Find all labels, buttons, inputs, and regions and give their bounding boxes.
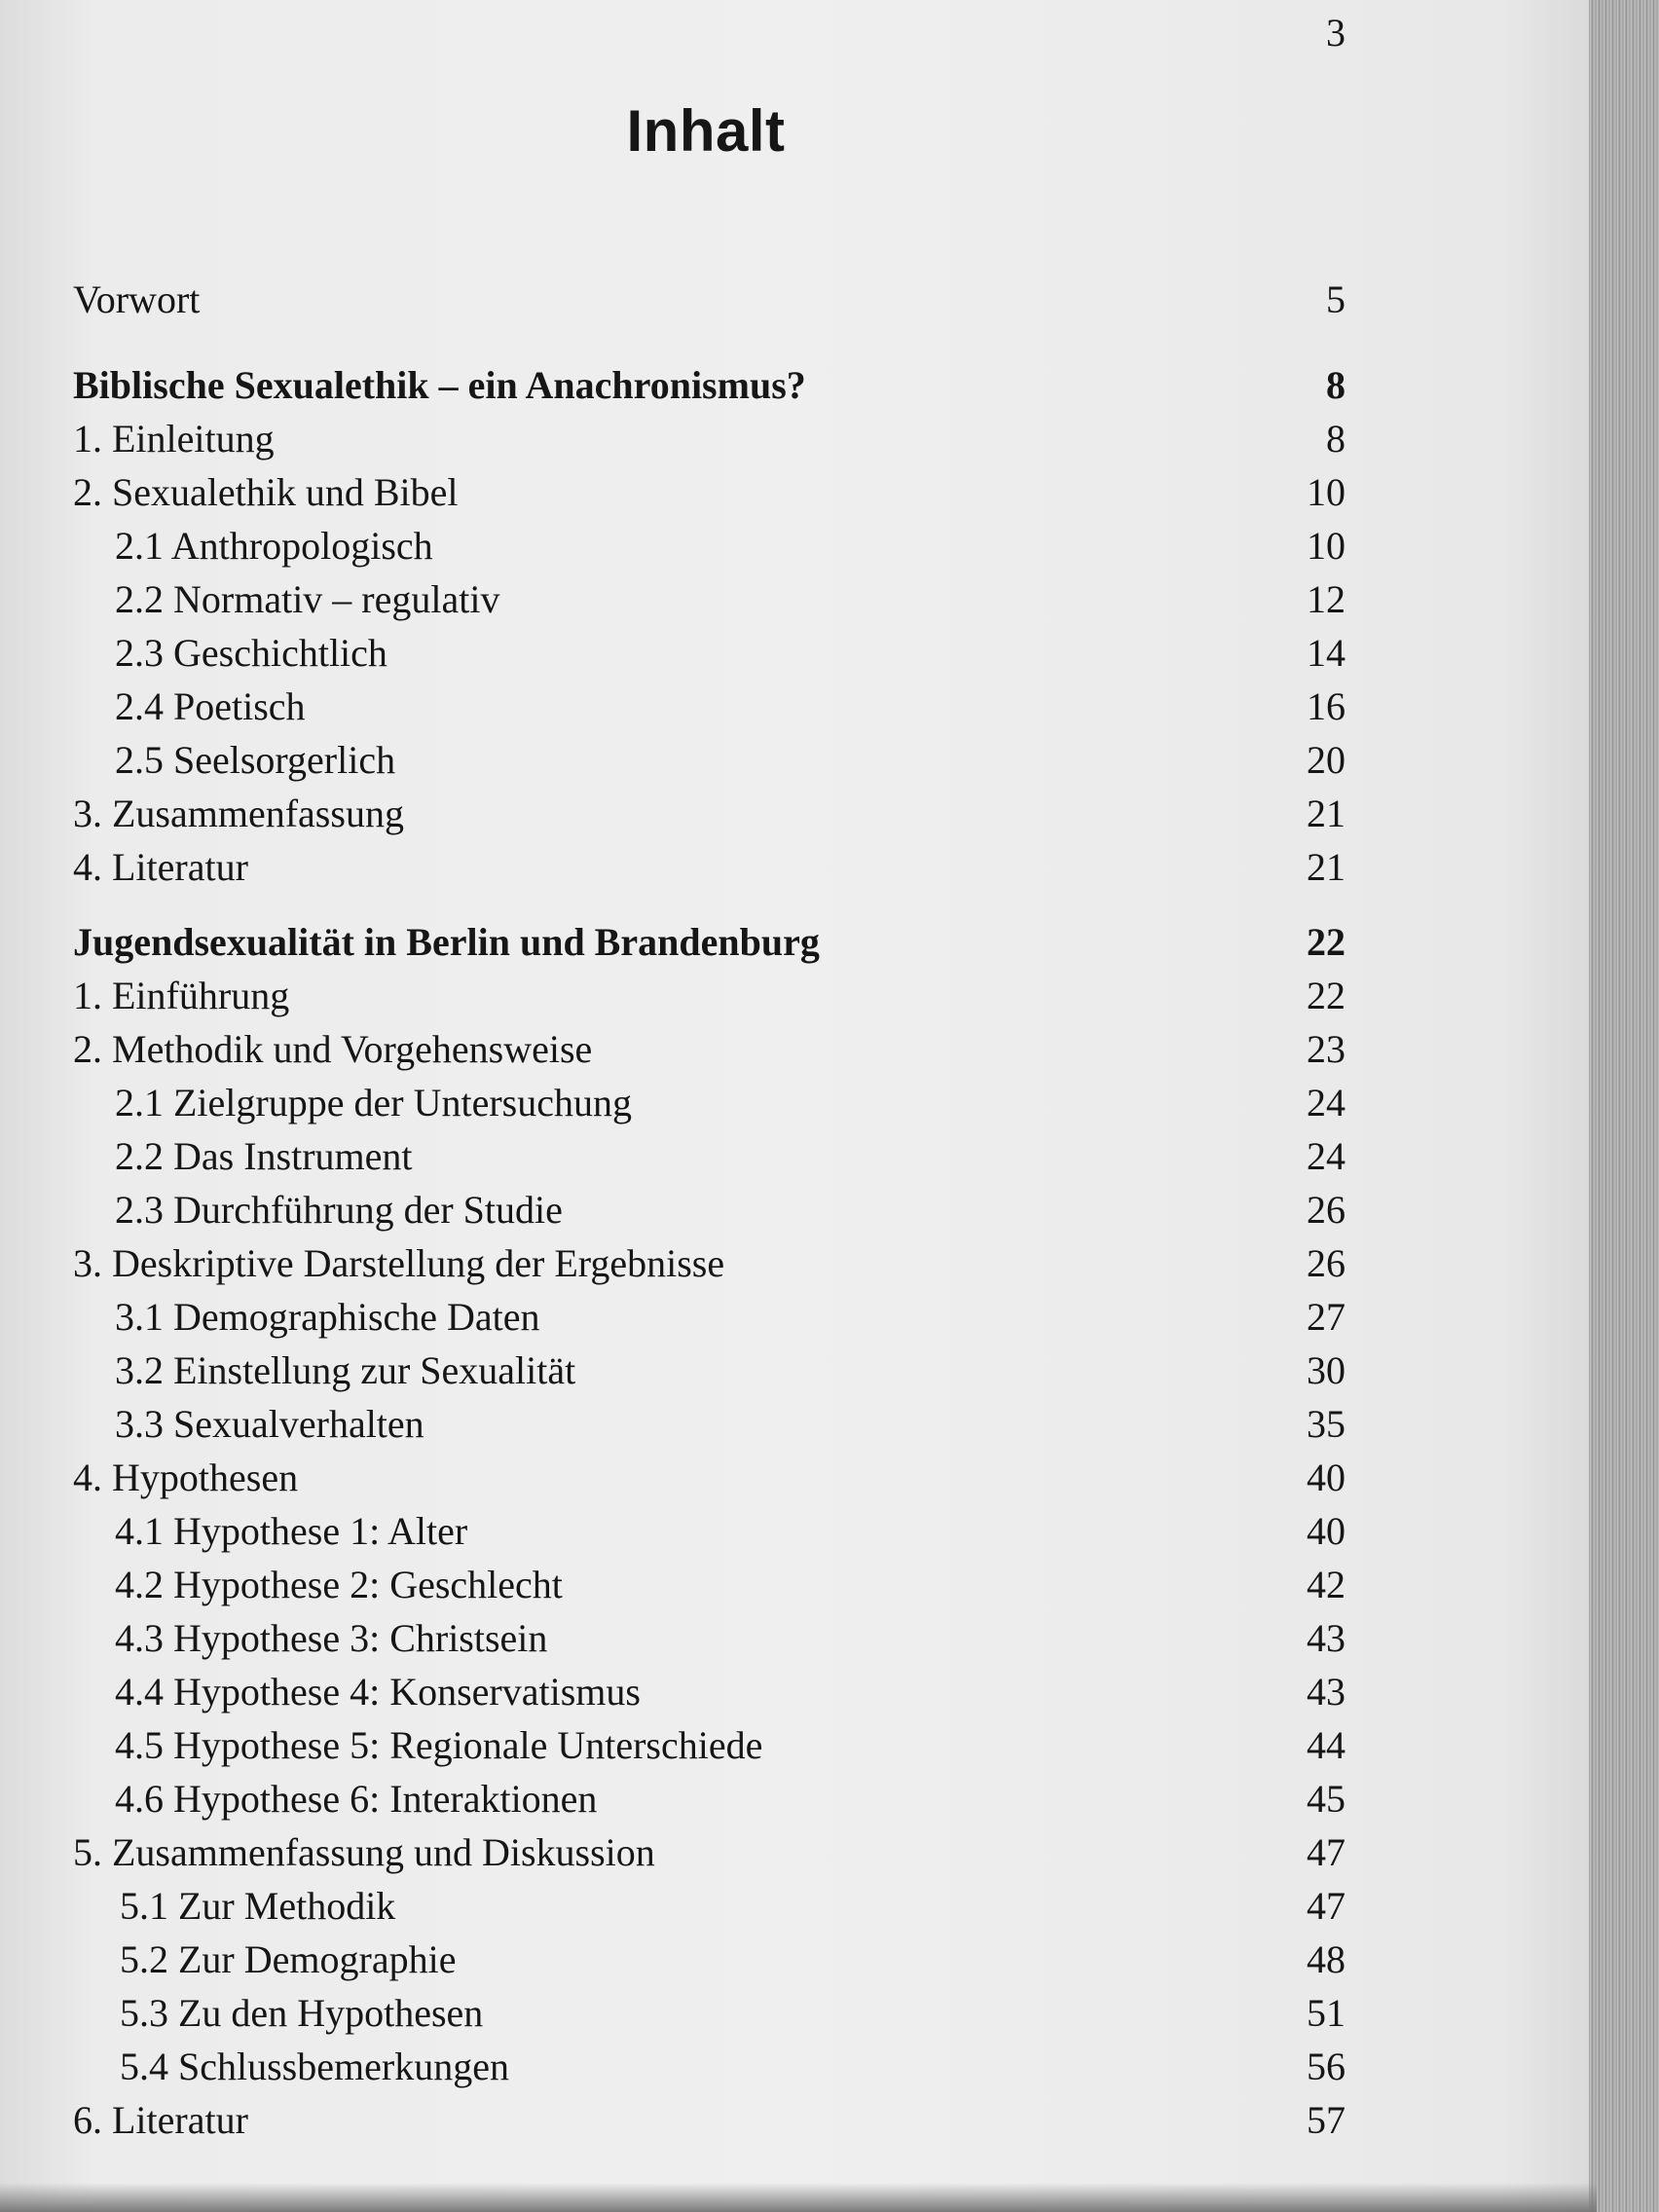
toc-entry-page-number: 12 [1307,577,1346,621]
toc-entry-label: 2.1 Zielgruppe der Untersuchung [115,1081,632,1124]
toc-entry [0,1772,1659,1826]
toc-entry-page-number: 5 [1326,277,1346,321]
toc-entry [0,1558,1659,1612]
toc-entry [0,1718,1659,1773]
toc-entry-page-number: 24 [1307,1134,1346,1178]
toc-entry [0,1290,1659,1345]
toc-entry-label: Biblische Sexualethik – ein Anachronismus? [73,363,806,407]
toc-entry-label: 2.3 Geschichtlich [115,631,387,675]
toc-entry [0,519,1659,573]
toc-entry [0,1129,1659,1184]
toc-entry-page-number: 14 [1307,631,1346,675]
toc-entry [0,2093,1659,2148]
toc-entry-page-number: 22 [1307,974,1346,1017]
toc-entry-label: Vorwort [73,277,201,321]
toc-entry-label: 2. Sexualethik und Bibel [73,470,459,514]
toc-entry-label: Jugendsexualität in Berlin und Brandenburg [73,920,820,964]
toc-entry [0,1451,1659,1505]
toc-entry-label: 2.2 Normativ – regulativ [115,577,500,621]
toc-entry-label: 1. Einführung [73,974,290,1017]
toc-entry-page-number: 27 [1307,1295,1346,1339]
toc-entry-page-number: 57 [1307,2098,1346,2142]
toc-entry [0,1022,1659,1077]
toc-entry-label: 2.4 Poetisch [115,684,306,728]
toc-entry [0,1236,1659,1291]
toc-entry [0,1825,1659,1880]
toc-entry-label: 4.1 Hypothese 1: Alter [115,1509,468,1553]
toc-entry-page-number: 43 [1307,1670,1346,1714]
toc-entry-page-number: 16 [1307,684,1346,728]
toc-entry-page-number: 21 [1307,845,1346,889]
toc-entry [0,1986,1659,2041]
toc-entry [0,969,1659,1023]
toc-entry-page-number: 24 [1307,1081,1346,1124]
toc-entry-label: 2.1 Anthropologisch [115,524,433,568]
toc-entry [0,1879,1659,1934]
page-title: Inhalt [626,98,786,164]
toc-entry-page-number: 30 [1307,1348,1346,1392]
toc-entry-label: 2. Methodik und Vorgehensweise [73,1027,593,1071]
toc-entry-page-number: 43 [1307,1616,1346,1660]
toc-entry-page-number: 44 [1307,1723,1346,1767]
toc-entry-page-number: 56 [1307,2045,1346,2088]
toc-entry-page-number: 47 [1307,1830,1346,1874]
toc-entry-label: 3.3 Sexualverhalten [115,1402,424,1446]
toc-entry [0,1344,1659,1398]
photo-bottom-shadow [0,2183,1597,2212]
toc-entry-page-number: 35 [1307,1402,1346,1446]
toc-entry-page-number: 22 [1307,920,1346,964]
toc-entry [0,1076,1659,1130]
toc-entry-label: 4.2 Hypothese 2: Geschlecht [115,1563,563,1606]
toc-entry [0,412,1659,466]
toc-entry-page-number: 48 [1307,1937,1346,1981]
toc-entry-label: 4.4 Hypothese 4: Konservatismus [115,1670,641,1714]
toc-entry [0,1504,1659,1559]
toc-part-heading [0,358,1659,413]
toc-entry [0,680,1659,734]
toc-entry-label: 4.6 Hypothese 6: Interaktionen [115,1777,598,1821]
toc-entry-page-number: 8 [1326,417,1346,461]
page-number: 3 [1326,11,1346,55]
toc-entry [0,733,1659,788]
toc-entry-label: 2.3 Durchführung der Studie [115,1188,563,1232]
toc-entry [0,465,1659,520]
toc-entry-page-number: 45 [1307,1777,1346,1821]
toc-entry-label: 4. Literatur [73,845,248,889]
toc-entry [0,1933,1659,1987]
toc-entry-label: 5.4 Schlussbemerkungen [120,2045,509,2088]
toc-entry-page-number: 10 [1307,524,1346,568]
toc-entry-page-number: 23 [1307,1027,1346,1071]
toc-entry [0,1397,1659,1452]
toc-entry [0,840,1659,895]
toc-entry-label: 4.3 Hypothese 3: Christsein [115,1616,548,1660]
toc-entry-label: 2.5 Seelsorgerlich [115,738,396,782]
toc-entry-page-number: 10 [1307,470,1346,514]
toc-entry [0,626,1659,681]
toc-entry-label: 4. Hypothesen [73,1456,299,1499]
toc-entry-label: 5. Zusammenfassung und Diskussion [73,1830,655,1874]
toc-entry-label: 2.2 Das Instrument [115,1134,413,1178]
toc-entry [0,1611,1659,1666]
toc-entry [0,1183,1659,1237]
toc-entry-label: 3.2 Einstellung zur Sexualität [115,1348,576,1392]
toc-entry-label: 4.5 Hypothese 5: Regionale Unterschiede [115,1723,763,1767]
toc-part-heading [0,915,1659,970]
toc-entry-label: 3. Deskriptive Darstellung der Ergebnisse [73,1241,725,1285]
toc-entry-page-number: 26 [1307,1188,1346,1232]
toc-entry-label: 5.2 Zur Demographie [120,1937,457,1981]
toc-entry-label: 6. Literatur [73,2098,248,2142]
toc-entry-page-number: 51 [1307,1991,1346,2035]
toc-entry [0,1665,1659,1719]
toc-entry [0,572,1659,627]
toc-entry-page-number: 40 [1307,1509,1346,1553]
toc-entry-page-number: 20 [1307,738,1346,782]
toc-entry [0,2040,1659,2094]
toc-entry-label: 5.3 Zu den Hypothesen [120,1991,484,2035]
toc-entry-page-number: 42 [1307,1563,1346,1606]
toc-entry-page-number: 8 [1326,363,1346,407]
toc-entry-label: 1. Einleitung [73,417,275,461]
toc-entry [0,787,1659,841]
toc-entry-label: 3. Zusammenfassung [73,792,404,835]
toc-entry-page-number: 40 [1307,1456,1346,1499]
toc-entry-page-number: 26 [1307,1241,1346,1285]
toc-entry-page-number: 47 [1307,1884,1346,1928]
toc-entry-page-number: 21 [1307,792,1346,835]
toc-entry-label: 3.1 Demographische Daten [115,1295,540,1339]
toc-entry-label: 5.1 Zur Methodik [120,1884,396,1928]
toc-entry [0,273,1659,327]
